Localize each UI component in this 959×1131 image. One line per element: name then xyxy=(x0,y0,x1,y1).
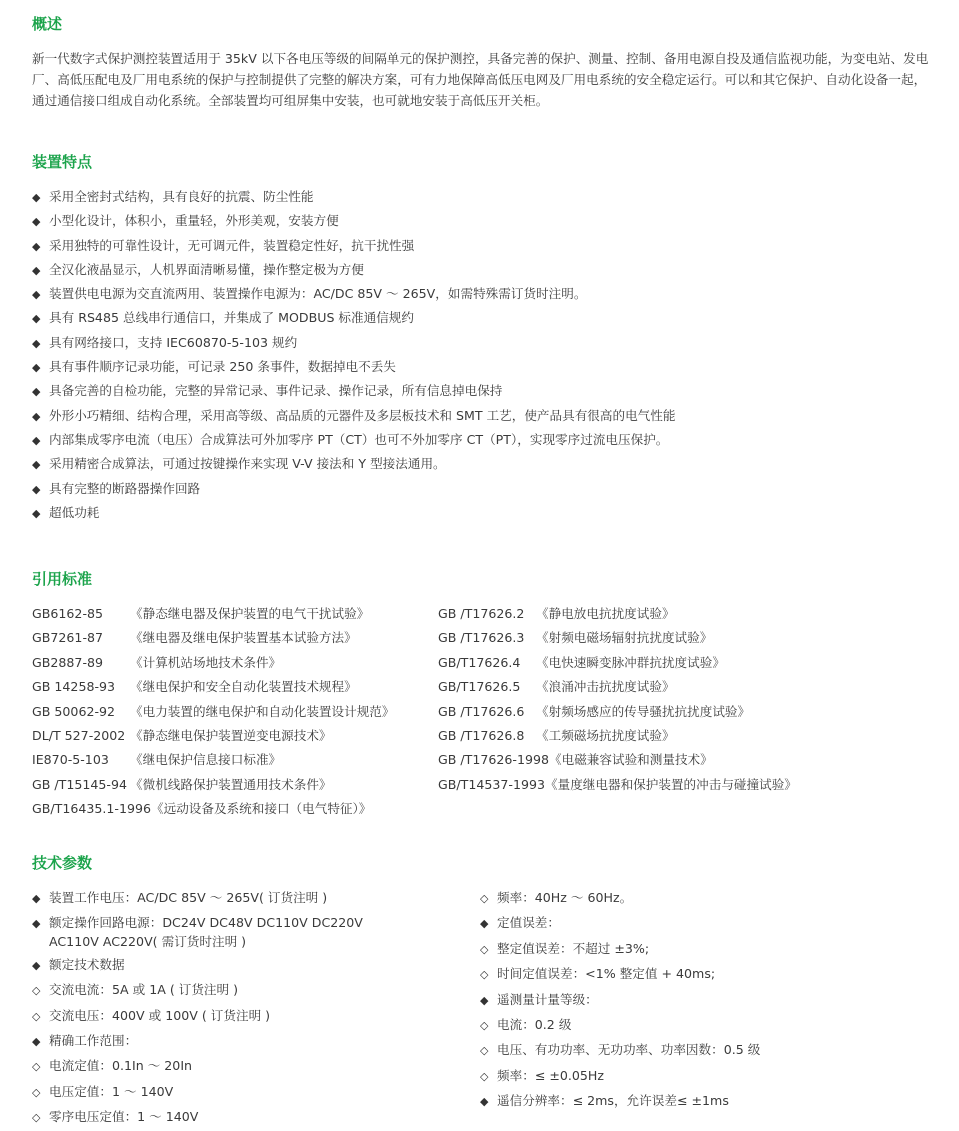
filled-diamond-bullet-icon: ◆ xyxy=(480,993,489,1007)
standard-name: 《继电保护信息接口标准》 xyxy=(130,752,282,768)
param-text: 遥信分辨率：≤ 2ms，允许误差≤ ±1ms xyxy=(497,1093,729,1109)
param-item xyxy=(32,911,363,949)
standard-code: GB/T17626.5 xyxy=(438,679,521,695)
diamond-bullet-icon: ◆ xyxy=(32,215,41,229)
filled-diamond-bullet-icon: ◆ xyxy=(32,892,41,905)
param-item xyxy=(32,1004,363,1029)
standard-code: GB2887-89 xyxy=(32,654,104,670)
param-item xyxy=(32,953,363,978)
param-item xyxy=(480,1013,760,1038)
standard-item xyxy=(32,626,394,650)
standard-code: GB /T17626.6 xyxy=(438,703,525,719)
diamond-bullet-icon: ◆ xyxy=(32,312,41,326)
param-item xyxy=(480,1089,760,1114)
param-text: 电压定值：1 ～ 140V xyxy=(49,1083,174,1099)
feature-text: 具有网络接口，支持 IEC60870-5-103 规约 xyxy=(49,334,298,350)
feature-item xyxy=(32,404,675,428)
feature-item xyxy=(32,234,675,258)
standard-code: GB/T16435.1-1996 xyxy=(32,801,152,817)
standard-item xyxy=(438,724,797,748)
standard-item xyxy=(438,651,797,675)
hollow-diamond-bullet-icon: ◇ xyxy=(32,984,41,998)
standard-item xyxy=(438,700,797,724)
overview-paragraph: 新一代数字式保护测控装置适用于 35kV 以下各电压等级的间隔单元的保护测控，具备完善的保护、测量、控制、备用电源自投及通信监视功能，为变电站、发电厂、高低压配电及厂用电系统的保护与控制提供了完整的解决方案，可有力地保障高低压电网及厂用电系统的安全稳定运行。可以和其它保护、自动化设备一起，通过通信接口组成自动化系统。全部装置均可组屏集中安装，也可就地安装于高低压开关柜。 xyxy=(32,51,929,108)
standard-name: 《静电放电抗扰度试验》 xyxy=(536,606,675,621)
param-text: 装置工作电压：AC/DC 85V ～ 265V( 订货注明 ) xyxy=(49,890,328,905)
standard-item xyxy=(32,724,394,748)
param-text: 时间定值误差：<1% 整定值 + 40ms; xyxy=(497,966,716,982)
feature-text: 小型化设计，体积小，重量轻，外形美观，安装方便 xyxy=(49,213,339,229)
feature-text: 采用独特的可靠性设计，无可调元件，装置稳定性好，抗干扰性强 xyxy=(49,237,415,253)
standard-code: GB /T17626-1998 xyxy=(438,752,549,768)
hollow-diamond-bullet-icon: ◇ xyxy=(480,1044,489,1058)
feature-text: 超低功耗 xyxy=(49,504,100,520)
standard-name: 《继电器及继电保护装置基本试验方法》 xyxy=(130,630,357,646)
standard-name: 《静态继电保护装置逆变电源技术》 xyxy=(130,727,332,743)
standards-title: 引用标准 xyxy=(32,570,93,588)
diamond-bullet-icon: ◆ xyxy=(32,458,41,472)
standard-name: 《微机线路保护装置通用技术条件》 xyxy=(130,776,332,792)
standard-name: 《工频磁场抗扰度试验》 xyxy=(536,727,675,743)
standard-code: GB /T17626.2 xyxy=(438,606,525,621)
standard-code: GB/T17626.4 xyxy=(438,654,521,670)
feature-item xyxy=(32,331,675,355)
diamond-bullet-icon: ◆ xyxy=(32,385,41,399)
diamond-bullet-icon: ◆ xyxy=(32,506,41,520)
feature-item xyxy=(32,501,675,525)
param-text: 频率：≤ ±0.05Hz xyxy=(497,1067,605,1083)
standard-code: DL/T 527-2002 xyxy=(32,727,126,743)
filled-diamond-bullet-icon: ◆ xyxy=(32,1035,41,1049)
standard-item xyxy=(438,748,797,772)
param-text: 频率：40Hz ～ 60Hz。 xyxy=(497,890,633,905)
feature-text: 具有完整的断路器操作回路 xyxy=(49,480,201,496)
param-text: 遥测量计量等级： xyxy=(497,991,598,1007)
diamond-bullet-icon: ◆ xyxy=(32,263,41,277)
standard-item xyxy=(32,748,394,772)
diamond-bullet-icon: ◆ xyxy=(32,336,41,350)
feature-item xyxy=(32,355,675,379)
filled-diamond-bullet-icon: ◆ xyxy=(480,917,489,931)
standard-item xyxy=(32,797,394,821)
standard-name: 《浪涌冲击抗扰度试验》 xyxy=(536,679,675,695)
standard-code: GB/T14537-1993 xyxy=(438,776,545,792)
standard-item xyxy=(32,773,394,797)
hollow-diamond-bullet-icon: ◇ xyxy=(32,1009,41,1023)
standard-name: 《射频电磁场辐射抗扰度试验》 xyxy=(536,630,713,646)
standard-name: 《远动设备及系统和接口（电气特征）》 xyxy=(151,801,372,817)
hollow-diamond-bullet-icon: ◇ xyxy=(480,942,489,956)
feature-text: 内部集成零序电流（电压）合成算法可外加零序 PT（CT）也可不外加零序 CT（PT），实现零序过流电压保护。 xyxy=(49,431,669,447)
param-item xyxy=(480,1064,760,1089)
param-text: 交流电压：400V 或 100V ( 订货注明 ) xyxy=(49,1007,271,1023)
standard-code: GB /T17626.8 xyxy=(438,727,525,743)
diamond-bullet-icon: ◆ xyxy=(32,239,41,253)
standard-item xyxy=(438,602,797,626)
diamond-bullet-icon: ◆ xyxy=(32,191,41,204)
diamond-bullet-icon: ◆ xyxy=(32,482,41,496)
params-title: 技术参数 xyxy=(32,854,93,872)
standard-name: 《计算机站场地技术条件》 xyxy=(130,654,282,670)
feature-text: 具有事件顺序记录功能，可记录 250 条事件，数据掉电不丢失 xyxy=(49,359,396,375)
standard-item xyxy=(32,675,394,699)
feature-item xyxy=(32,185,675,209)
filled-diamond-bullet-icon: ◆ xyxy=(32,958,41,972)
param-text: 整定值误差：不超过 ±3%; xyxy=(497,940,650,956)
param-text: 定值误差： xyxy=(497,915,560,931)
feature-item xyxy=(32,452,675,476)
standards-list-left xyxy=(32,602,394,822)
standard-code: GB 50062-92 xyxy=(32,703,116,719)
hollow-diamond-bullet-icon: ◇ xyxy=(480,1069,489,1083)
filled-diamond-bullet-icon: ◆ xyxy=(32,917,41,931)
feature-text: 具有 RS485 总线串行通信口，并集成了 MODBUS 标准通信规约 xyxy=(49,310,414,326)
filled-diamond-bullet-icon: ◆ xyxy=(480,1095,489,1109)
standard-item xyxy=(438,773,797,797)
standard-item xyxy=(438,626,797,650)
params-list-left xyxy=(32,886,363,1131)
param-text: 电流：0.2 级 xyxy=(497,1017,572,1033)
param-item xyxy=(32,1105,363,1130)
feature-item xyxy=(32,428,675,452)
standard-name: 《电磁兼容试验和测量技术》 xyxy=(549,752,713,768)
param-text: 电流定值：0.1In ～ 20In xyxy=(49,1058,193,1074)
diamond-bullet-icon: ◆ xyxy=(32,409,41,423)
feature-item xyxy=(32,258,675,282)
standard-code: GB7261-87 xyxy=(32,630,104,646)
param-text: 交流电流：5A 或 1A ( 订货注明 ) xyxy=(49,982,239,998)
param-text: 额定技术数据 xyxy=(49,956,125,972)
feature-text: 全汉化液晶显示，人机界面清晰易懂，操作整定极为方便 xyxy=(49,261,364,277)
features-list xyxy=(32,185,675,525)
param-item xyxy=(480,886,760,911)
feature-item xyxy=(32,282,675,306)
feature-item xyxy=(32,209,675,233)
standard-item xyxy=(32,700,394,724)
hollow-diamond-bullet-icon: ◇ xyxy=(32,1111,41,1125)
standard-code: IE870-5-103 xyxy=(32,752,109,768)
param-item xyxy=(32,1029,363,1054)
param-item xyxy=(32,978,363,1003)
standards-list-right xyxy=(438,602,797,797)
param-item xyxy=(480,988,760,1013)
params-list-right xyxy=(480,886,760,1115)
param-item xyxy=(480,1038,760,1063)
standard-item xyxy=(32,651,394,675)
standard-code: GB6162-85 xyxy=(32,606,104,621)
param-text: 精确工作范围： xyxy=(49,1033,138,1049)
features-title: 装置特点 xyxy=(32,153,93,171)
hollow-diamond-bullet-icon: ◇ xyxy=(480,968,489,982)
param-item xyxy=(480,911,760,936)
diamond-bullet-icon: ◆ xyxy=(32,288,41,302)
param-item xyxy=(32,1080,363,1105)
feature-text: 装置供电电源为交直流两用、装置操作电源为：AC/DC 85V ～ 265V，如需特殊需订货时注明。 xyxy=(49,286,587,302)
param-item xyxy=(480,937,760,962)
standard-name: 《继电保护和安全自动化装置技术规程》 xyxy=(130,679,357,695)
standard-code: GB /T15145-94 xyxy=(32,776,127,792)
diamond-bullet-icon: ◆ xyxy=(32,361,41,375)
feature-item xyxy=(32,379,675,403)
standard-name: 《电力装置的继电保护和自动化装置设计规范》 xyxy=(130,703,395,719)
standard-item xyxy=(32,602,394,626)
standard-name: 《射频场感应的传导骚扰抗扰度试验》 xyxy=(536,703,751,719)
standard-code: GB 14258-93 xyxy=(32,679,116,695)
param-text: 额定操作回路电源：DC24V DC48V DC110V DC220V xyxy=(49,915,363,931)
standard-name: 《量度继电器和保护装置的冲击与碰撞试验》 xyxy=(545,776,797,792)
feature-text: 外形小巧精细、结构合理，采用高等级、高品质的元器件及多层板技术和 SMT 工艺，使产品具有很高的电气性能 xyxy=(49,407,676,423)
feature-item xyxy=(32,477,675,501)
overview-title: 概述 xyxy=(32,15,63,33)
hollow-diamond-bullet-icon: ◇ xyxy=(32,1085,41,1099)
feature-text: 采用精密合成算法，可通过按键操作来实现 V-V 接法和 Y 型接法通用。 xyxy=(49,456,446,472)
param-text-continued: AC110V AC220V( 需订货时注明 ) xyxy=(49,933,247,949)
feature-text: 采用全密封式结构，具有良好的抗震、防尘性能 xyxy=(49,189,314,204)
hollow-diamond-bullet-icon: ◇ xyxy=(32,1060,41,1074)
param-item xyxy=(480,962,760,987)
standard-item xyxy=(438,675,797,699)
param-text: 电压、有功功率、无功功率、功率因数：0.5 级 xyxy=(497,1042,761,1058)
diamond-bullet-icon: ◆ xyxy=(32,433,41,447)
feature-item xyxy=(32,306,675,330)
feature-text: 具备完善的自检功能，完整的异常记录、事件记录、操作记录，所有信息掉电保持 xyxy=(49,383,503,399)
param-item xyxy=(32,1054,363,1079)
param-text: 零序电压定值：1 ～ 140V xyxy=(49,1109,199,1125)
standard-code: GB /T17626.3 xyxy=(438,630,525,646)
hollow-diamond-bullet-icon: ◇ xyxy=(480,892,489,905)
hollow-diamond-bullet-icon: ◇ xyxy=(480,1019,489,1033)
standard-name: 《电快速瞬变脉冲群抗扰度试验》 xyxy=(536,654,725,670)
param-item xyxy=(32,886,363,911)
standard-name: 《静态继电器及保护装置的电气干扰试验》 xyxy=(130,606,370,621)
